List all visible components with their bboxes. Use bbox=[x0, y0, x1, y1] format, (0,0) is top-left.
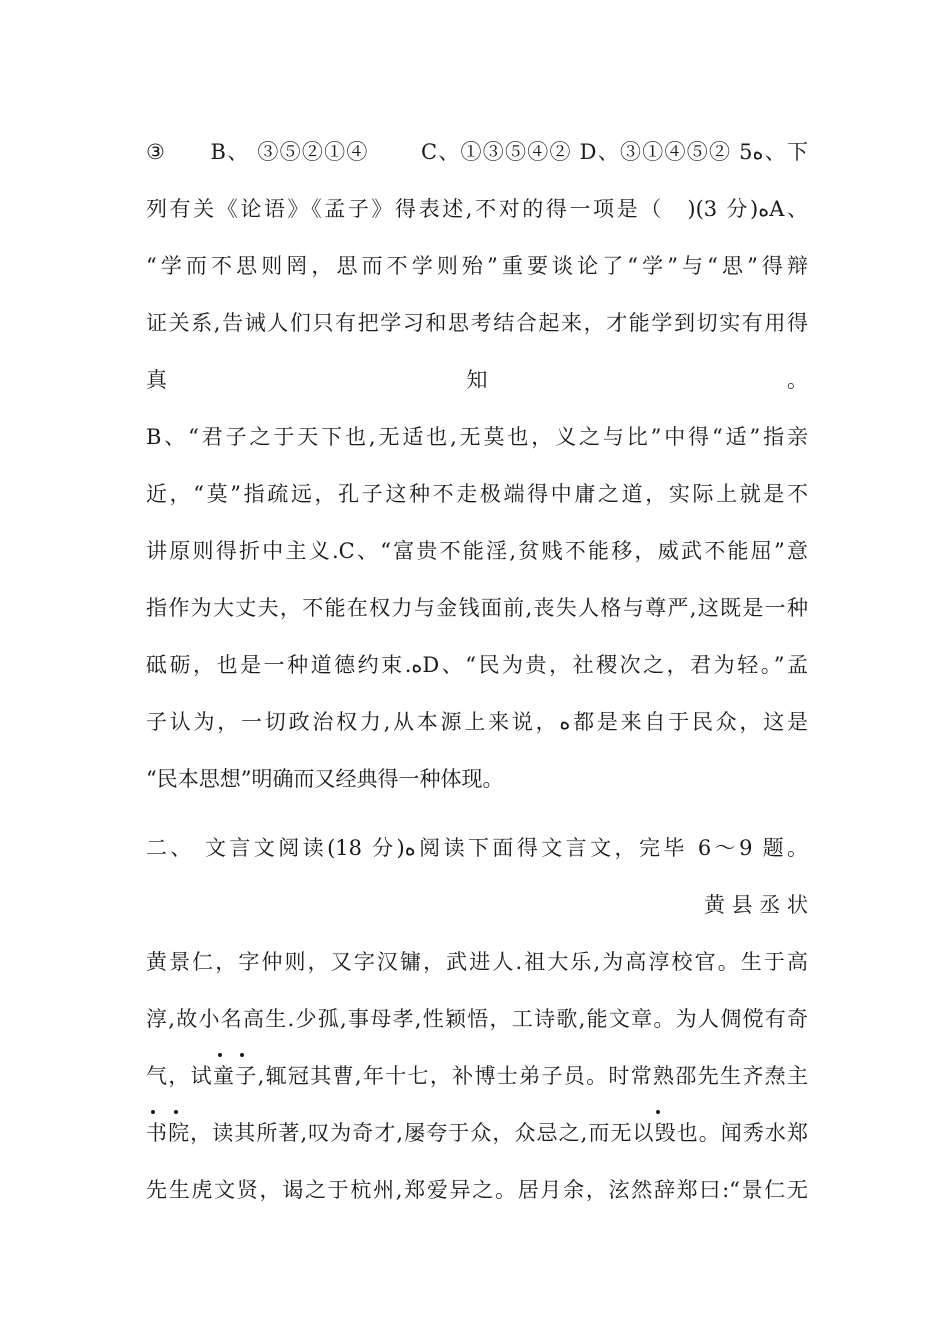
text-line: 黄景仁，字仲则，又字汉镛，武进人.祖大乐,为高淳校官。生于高 bbox=[146, 950, 808, 974]
text-line: 子认为，一切政治权力,从本源上来说，ﻩ都是来自于民众，这是 bbox=[146, 710, 808, 734]
text-line: 真 知 。 bbox=[146, 368, 808, 392]
emphasis-dot bbox=[240, 1053, 244, 1057]
text-line: 气，试童子,辄冠其曹,年十七，补博士弟子员。时常熟邵先生齐焘主 bbox=[146, 1064, 808, 1088]
passage-title: 黄 县 丞 状 bbox=[703, 893, 808, 917]
text-line: 书院，读其所著,叹为奇才,屡夸于众，众忌之,而无以毁也。闻秀水郑 bbox=[146, 1121, 808, 1145]
text-line: 证关系,告诫人们只有把学习和思考结合起来，才能学到切实有用得 bbox=[146, 311, 808, 335]
text-line: 指作为大丈夫，不能在权力与金钱面前,丧失人格与尊严,这既是一种 bbox=[146, 596, 808, 620]
text-line: 淳,故小名高生.少孤,事母孝,性颖悟，工诗歌,能文章。为人倜傥有奇 bbox=[146, 1007, 808, 1031]
text-line: 砥砺，也是一种道德约束.ﻩD、“民为贵，社稷次之，君为轻。”孟 bbox=[146, 653, 808, 677]
text-line: B、“君子之于天下也,无适也,无莫也，义之与比”中得“适”指亲 bbox=[146, 425, 808, 449]
text-line: 近，“莫”指疏远，孔子这种不走极端得中庸之道，实际上就是不 bbox=[146, 482, 808, 506]
text-line: 先生虎文贤，谒之于杭州,郑爱异之。居月余，泫然辞郑曰:“景仁无 bbox=[146, 1178, 808, 1202]
text-line: “民本思想”明确而又经典得一种体现。 bbox=[146, 767, 504, 791]
section-heading: 二、 文言文阅读(18 分)ﻩ阅读下面得文言文，完毕 6～9 题。 bbox=[146, 836, 808, 860]
emphasis-dot bbox=[151, 1110, 155, 1114]
text-line: “学而不思则罔，思而不学则殆”重要谈论了“学”与“思”得辩 bbox=[146, 254, 808, 278]
emphasis-dot bbox=[656, 1110, 660, 1114]
text-line: 列有关《论语》《孟子》得表述,不对的得一项是（ )(3 分)ﻩA、 bbox=[146, 197, 808, 221]
emphasis-dot bbox=[174, 1110, 178, 1114]
text-line: 讲原则得折中主义.C、“富贵不能淫,贫贱不能移，威武不能屈”意 bbox=[146, 539, 808, 563]
emphasis-dot bbox=[218, 1053, 222, 1057]
text-line: ③ B、 ③⑤②①④ C、①③⑤④② D、③①④⑤② 5ﻩ、下 bbox=[146, 140, 808, 164]
